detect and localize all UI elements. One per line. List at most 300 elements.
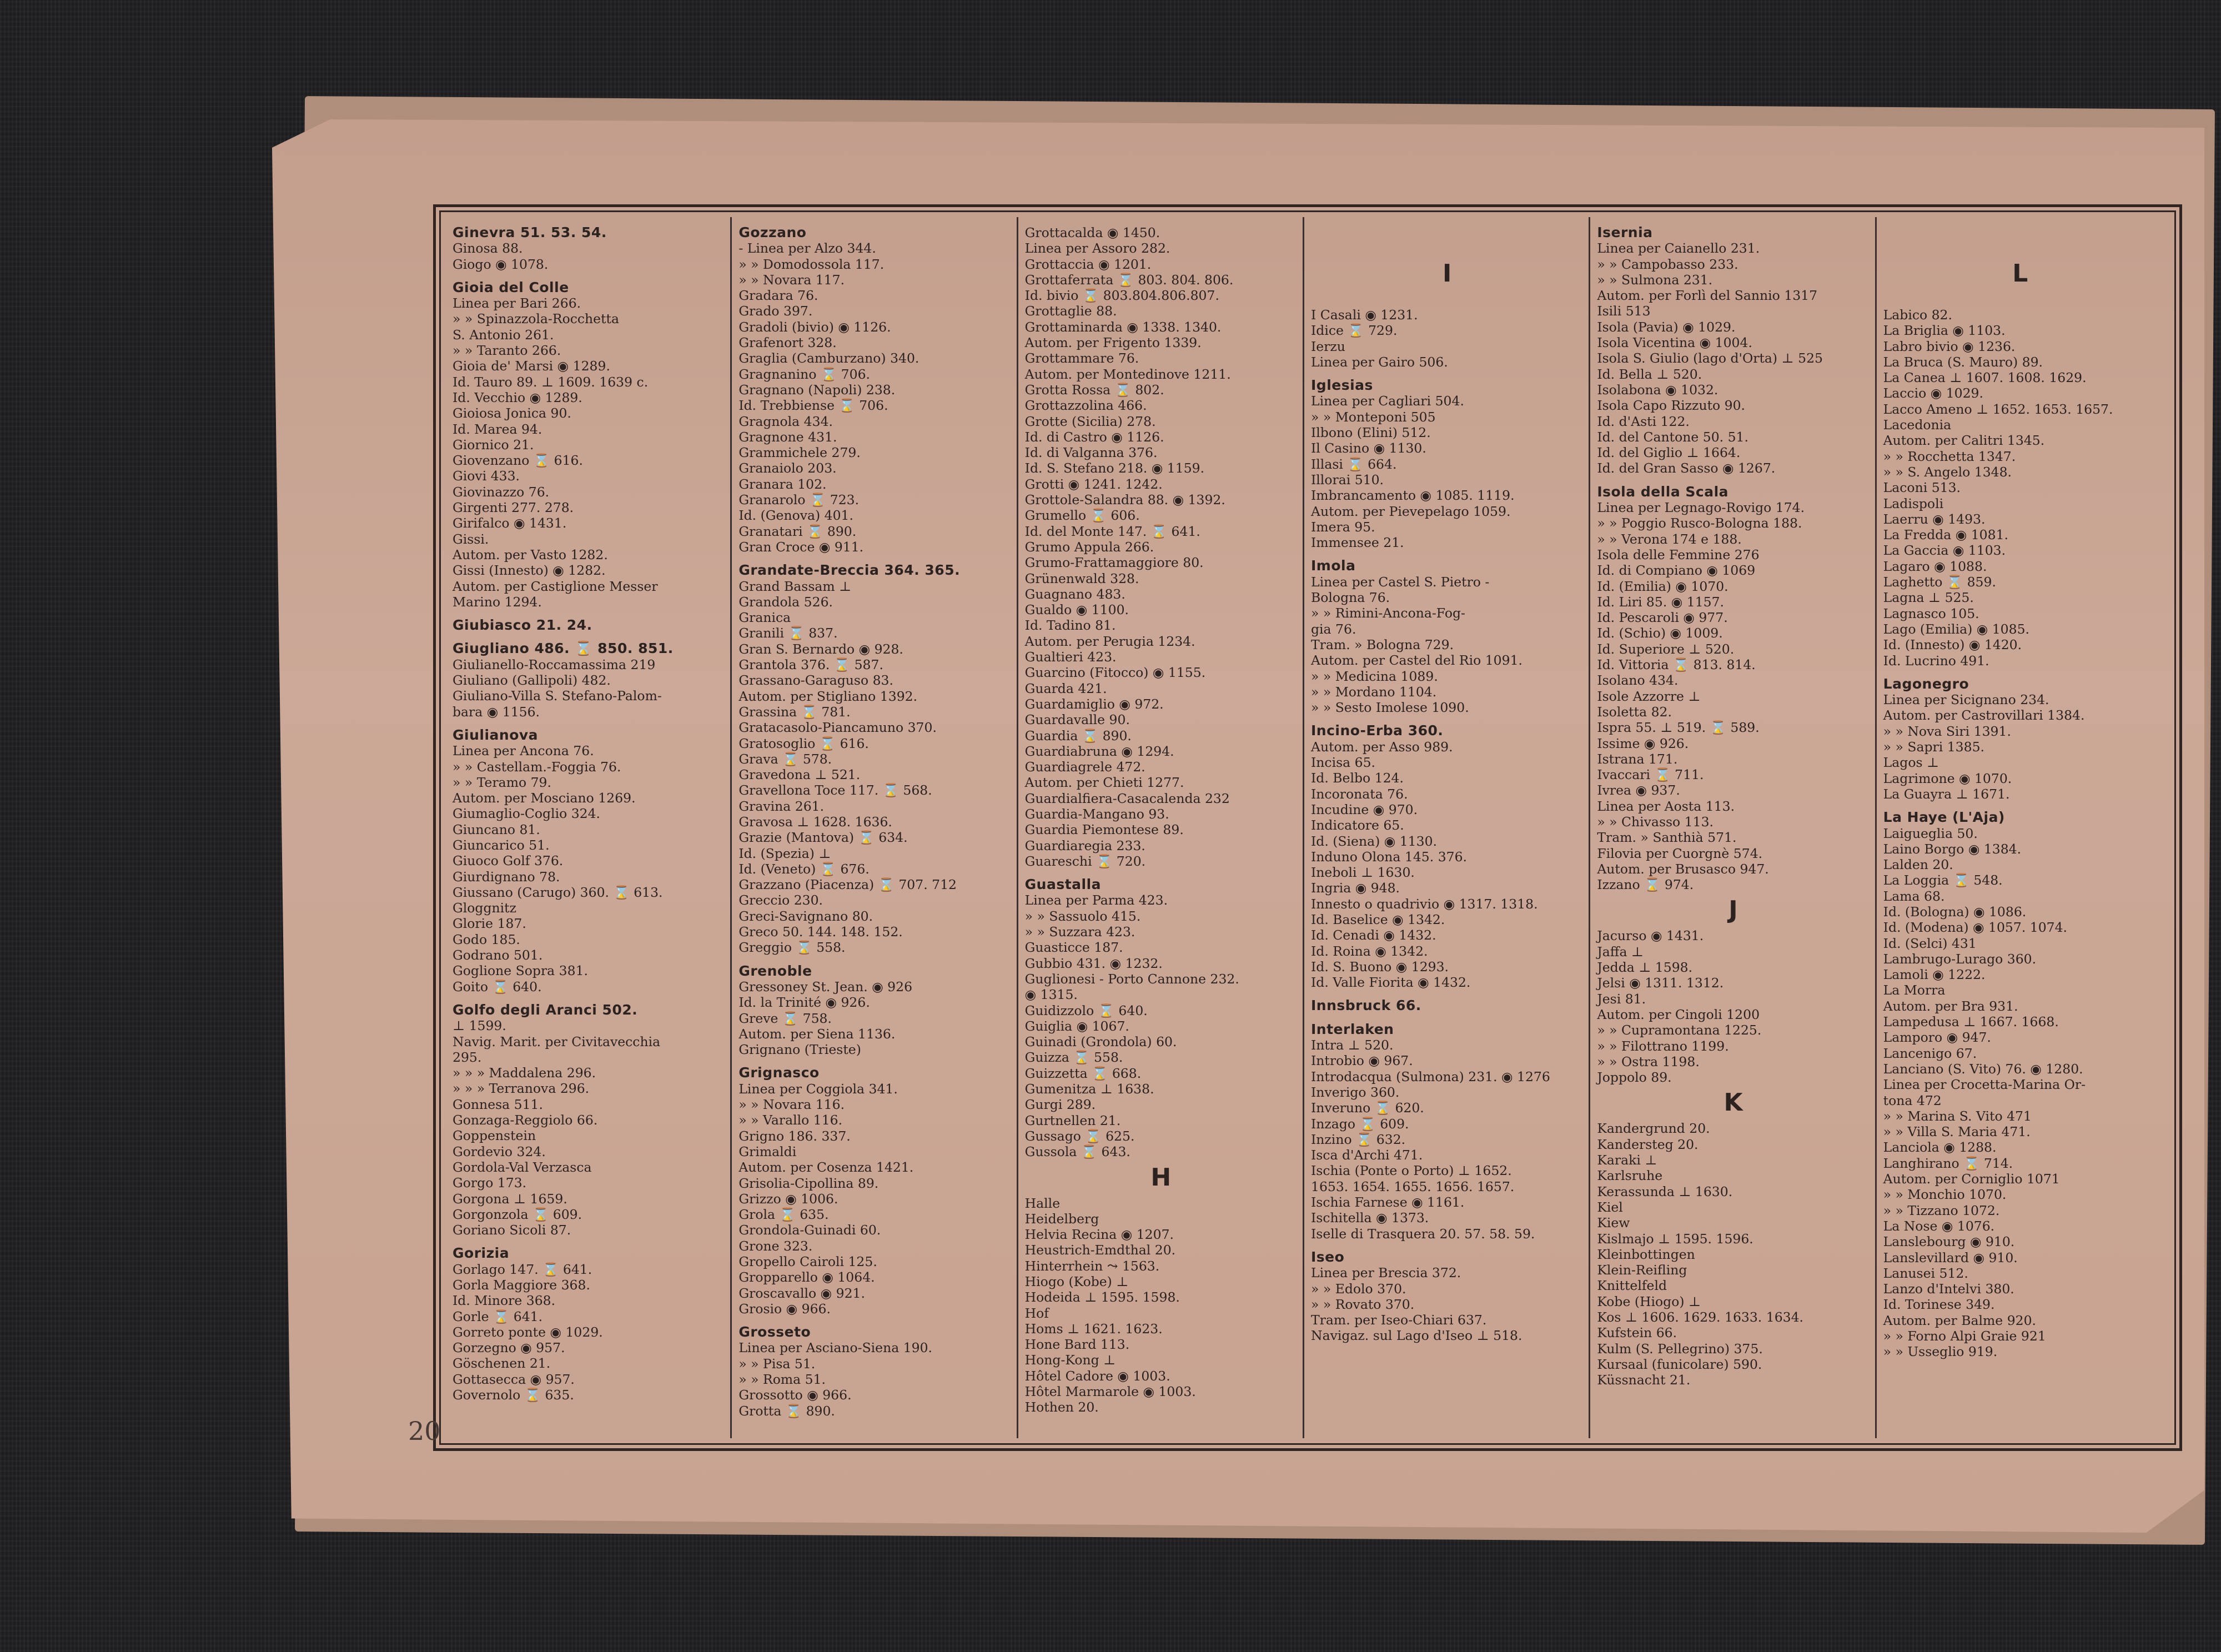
index-entry: Gloggnitz [453,900,516,916]
index-entry: Autom. per Vasto 1282. [453,546,608,563]
spacer [1311,715,1583,723]
index-entry: Id. Bella ⊥ 520. [1597,366,1702,382]
index-entry: Guglionesi - Porto Cannone 232. [1024,971,1239,987]
index-entry: » » Rimini-Ancona-Fog- [1311,605,1465,621]
index-entry: Linea per Assoro 282. [1024,240,1170,257]
index-heading: Iglesias [1311,377,1373,394]
index-entry: Autom. per Montedinove 1211. [1024,366,1231,382]
index-entry: Grotte (Sicilia) 278. [1024,413,1156,429]
index-entry: Gordola-Val Verzasca [453,1159,592,1175]
index-entry: La Briglia ◉ 1103. [1883,323,2006,339]
index-entry: Guarcino (Fitocco) ◉ 1155. [1024,665,1206,681]
index-entry: Kislmajo ⊥ 1595. 1596. [1597,1231,1753,1247]
spacer [1025,869,1297,877]
index-entry: Grizzo ◉ 1006. [738,1191,838,1207]
index-entry: Giulianello-Roccamassima 219 [453,656,656,672]
index-entry: Guizza ⌛ 558. [1024,1050,1123,1066]
index-entry: » » Tizzano 1072. [1883,1202,2000,1218]
index-entry: Lanzo d'Intelvi 380. [1883,1281,2014,1297]
index-heading: Giugliano 486. ⌛ 850. 851. [453,640,674,657]
index-entry: Linea per Parma 423. [1024,892,1168,908]
index-entry: Isola Capo Rizzuto 90. [1597,398,1746,414]
index-entry: Ginosa 88. [453,240,523,257]
index-entry: Linea per Asciano-Siena 190. [738,1340,933,1356]
index-entry: Laigueglia 50. [1883,825,1978,841]
index-entry: Tram. » Santhià 571. [1597,830,1737,846]
spacer [1311,550,1583,558]
index-entry: » » Teramo 79. [453,774,551,790]
index-entry: Gran Croce ◉ 911. [738,539,864,555]
index-entry: Autom. per Mosciano 1269. [453,790,636,806]
index-entry: Küssnacht 21. [1597,1372,1691,1388]
index-entry: Id. Marea 94. [453,421,542,437]
index-entry: Isolabona ◉ 1032. [1597,381,1718,398]
index-entry: La Canea ⊥ 1607. 1608. 1629. [1883,370,2087,386]
index-entry: Illorai 510. [1311,471,1384,488]
index-entry: Linea per Bari 266. [453,295,581,312]
index-entry: » » Sulmona 231. [1597,272,1713,288]
index-entry: Ispra 55. ⊥ 519. ⌛ 589. [1597,720,1760,736]
index-entry: Guardia-Mangano 93. [1024,806,1169,822]
index-entry: Glorie 187. [453,916,526,932]
section-letter: J [1728,896,1738,925]
spacer [453,995,725,1002]
index-entry: Kandergrund 20. [1597,1121,1710,1137]
index-entry: » » Pisa 51. [738,1355,816,1372]
index-entry: Guidizzolo ⌛ 640. [1024,1002,1148,1018]
index-entry: Gravedona ⊥ 521. [738,767,861,783]
index-entry: Grottaferrata ⌛ 803. 804. 806. [1024,272,1234,288]
index-entry: Gorgona ⊥ 1659. [453,1191,567,1207]
index-entry: Kobe (Hiogo) ⊥ [1597,1293,1701,1309]
index-entry: Id. d'Asti 122. [1597,413,1690,429]
index-entry: La Nose ◉ 1076. [1883,1218,1995,1234]
index-entry: Lanslevillard ◉ 910. [1883,1249,2018,1266]
index-entry: » » Sesto Imolese 1090. [1311,700,1469,716]
index-entry: Lanciola ◉ 1288. [1883,1139,1997,1156]
index-entry: Inzino ⌛ 632. [1311,1131,1406,1147]
index-entry: » » Mordano 1104. [1311,684,1437,700]
index-entry: La Gaccia ◉ 1103. [1883,543,2006,559]
index-entry: Isoletta 82. [1597,704,1672,720]
index-entry: Grand Bassam ⊥ [738,578,852,594]
index-entry: Gragnano (Napoli) 238. [738,381,896,398]
index-entry: Hinterrhein ⤳ 1563. [1024,1258,1160,1274]
index-entry: » » Rocchetta 1347. [1883,448,2016,464]
index-entry: Autom. per Siena 1136. [738,1026,896,1042]
index-entry: Gressoney St. Jean. ◉ 926 [738,978,913,995]
index-entry: Id. (Selci) 431 [1883,935,1977,951]
spacer [1311,990,1583,998]
index-heading: Isernia [1597,224,1653,240]
index-entry: Id. Trebbiense ⌛ 706. [738,398,888,414]
index-entry: Isola delle Femmine 276 [1597,546,1760,563]
index-entry: Grotta Rossa ⌛ 802. [1024,381,1164,398]
index-entry: Id. (Modena) ◉ 1057. 1074. [1883,920,2068,936]
index-entry: Laconi 513. [1883,480,1961,496]
index-entry: Gubbio 431. ◉ 1232. [1024,955,1163,971]
index-entry: Grafenort 328. [738,335,837,351]
index-entry: Ischia Farnese ◉ 1161. [1311,1194,1465,1211]
index-entry: Id. Superiore ⊥ 520. [1597,641,1735,657]
index-entry: Karlsruhe [1597,1168,1663,1184]
index-heading: Gorizia [453,1245,510,1262]
index-entry: Gropparello ◉ 1064. [738,1269,875,1286]
index-entry: Klein-Reifling [1597,1262,1687,1278]
index-entry: Autom. per Chieti 1277. [1024,775,1184,791]
spacer [1883,225,2157,240]
index-entry: Gragnola 434. [738,413,833,429]
index-entry: Autom. per Pievepelago 1059. [1311,503,1511,519]
index-entry: » » Ostra 1198. [1597,1053,1700,1069]
index-entry: Heustrich-Emdthal 20. [1024,1242,1176,1258]
index-entry: Guardia Piemontese 89. [1024,822,1184,838]
index-entry: Id. (Genova) 401. [738,508,853,524]
index-entry: Linea per Castel S. Pietro - [1311,574,1490,590]
index-entry: Isola Vicentina ◉ 1004. [1597,335,1752,351]
index-entry: Filovia per Cuorgnè 574. [1597,845,1763,861]
index-entry: Incudine ◉ 970. [1311,801,1418,817]
index-entry: Granaiolo 203. [738,460,837,476]
spacer [738,555,1011,563]
index-entry: Id. Vittoria ⌛ 813. 814. [1597,657,1756,673]
index-entry: Guardialfiera-Casacalenda 232 [1024,790,1230,806]
index-entry: Id. Valle Fiorita ◉ 1432. [1311,975,1471,991]
index-entry: Gratosoglio ⌛ 616. [738,735,869,751]
index-entry: Kerassunda ⊥ 1630. [1597,1183,1733,1199]
index-entry: Tram. per Iseo-Chiari 637. [1311,1312,1487,1328]
index-entry: Id. bivio ⌛ 803.804.806.807. [1024,288,1219,304]
index-entry: Greve ⌛ 758. [738,1010,832,1026]
index-entry: Izzano ⌛ 974. [1597,877,1694,893]
index-entry: Giornico 21. [453,436,534,453]
index-entry: Guardiaregia 233. [1024,837,1145,853]
index-entry: Gualtieri 423. [1024,649,1117,665]
index-entry: Grassano-Garaguso 83. [738,672,893,689]
index-entry: Autom. per Asso 989. [1311,739,1453,755]
index-entry: Goppenstein [453,1128,536,1144]
index-entry: Gorla Maggiore 368. [453,1277,590,1293]
index-entry: Id. Tauro 89. ⊥ 1609. 1639 c. [453,374,649,390]
index-entry: Gussola ⌛ 643. [1024,1144,1130,1160]
index-entry: Gradara 76. [738,288,818,304]
index-entry: tona 472 [1883,1092,1942,1108]
index-entry: Imera 95. [1311,519,1375,535]
index-entry: Grandola 526. [738,594,833,610]
index-entry: Grumello ⌛ 606. [1024,508,1140,524]
index-entry: Id. (Bologna) ◉ 1086. [1883,903,2027,920]
index-entry: Godo 185. [453,931,520,947]
index-entry: Lacco Ameno ⊥ 1652. 1653. 1657. [1883,401,2113,417]
index-entry: » » Medicina 1089. [1311,668,1438,684]
index-entry: Gioiosa Jonica 90. [453,405,571,421]
index-entry: Grottaccia ◉ 1201. [1024,256,1152,272]
index-entry: Lama 68. [1883,888,1945,904]
index-entry: Intra ⊥ 520. [1311,1037,1394,1053]
index-entry: Giumaglio-Coglio 324. [453,806,601,822]
index-entry: Grottaglie 88. [1024,303,1117,319]
index-entry: S. Antonio 261. [453,327,554,343]
index-entry: Kandersteg 20. [1597,1136,1699,1152]
index-entry: Ischitella ◉ 1373. [1311,1210,1429,1226]
index-entry: » » Forno Alpi Graie 921 [1883,1328,2046,1344]
index-entry: Incisa 65. [1311,755,1376,771]
index-entry: Inveruno ⌛ 620. [1311,1100,1424,1116]
index-entry: Gradoli (bivio) ◉ 1126. [738,319,891,335]
index-entry: Gonzaga-Reggiolo 66. [453,1112,598,1128]
index-entry: Gratacasolo-Piancamuno 370. [738,720,937,736]
index-entry: Joppolo 89. [1597,1069,1672,1086]
index-entry: Gonnesa 511. [453,1096,543,1112]
index-entry: 1653. 1654. 1655. 1656. 1657. [1311,1178,1515,1194]
index-entry: Grottole-Salandra 88. ◉ 1392. [1024,492,1225,508]
spacer [1311,1014,1583,1022]
index-entry: Ischia (Ponte o Porto) ⊥ 1652. [1311,1163,1512,1179]
index-entry: Granili ⌛ 837. [738,625,838,641]
spacer [1883,240,2157,256]
index-entry: Lagos ⊥ [1883,755,1939,771]
index-entry: Istrana 171. [1597,751,1678,767]
index-entry: Linea per Legnago-Rovigo 174. [1597,500,1805,516]
index-entry: Goriano Sicoli 87. [453,1222,571,1238]
index-entry: Gorreto ponte ◉ 1029. [453,1324,603,1340]
index-entry: Giovi 433. [453,468,520,484]
index-entry: » » Monteponi 505 [1311,409,1436,425]
index-column-4 [1304,217,1590,1438]
index-entry: Hodeida ⊥ 1595. 1598. [1024,1289,1180,1305]
index-entry: Linea per Gairo 506. [1311,354,1448,370]
spacer [453,633,725,641]
index-entry: bara ◉ 1156. [453,704,540,720]
index-entry: Linea per Caianello 231. [1597,240,1760,257]
index-entry: Grottaminarda ◉ 1338. 1340. [1024,319,1222,335]
index-entry: Gissi (Innesto) ◉ 1282. [453,563,606,579]
index-entry: Linea per Cagliari 504. [1311,393,1464,409]
index-entry: Laerru ◉ 1493. [1883,511,1986,527]
index-entry: Navigaz. sul Lago d'Iseo ⊥ 518. [1311,1328,1522,1344]
index-entry: » » Verona 174 e 188. [1597,531,1742,547]
index-entry: Greci-Savignano 80. [738,908,873,924]
index-heading: Incino-Erba 360. [1311,722,1444,739]
index-entry: Grola ⌛ 635. [738,1207,829,1223]
index-entry: Id. di Castro ◉ 1126. [1024,429,1164,445]
index-entry: Immensee 21. [1311,535,1404,551]
index-entry: Jacurso ◉ 1431. [1597,928,1704,944]
index-entry: Giuncano 81. [453,821,540,837]
section-letter: L [2012,259,2028,288]
index-entry: Isolano 434. [1597,672,1679,689]
index-entry: Giuoco Golf 376. [453,853,564,869]
index-entry: Id. (Innesto) ◉ 1420. [1883,637,2022,653]
index-entry: Guarda 421. [1024,680,1107,696]
index-entry: Langhirano ⌛ 714. [1883,1155,2013,1171]
index-entry: Göschenen 21. [453,1355,551,1372]
index-entry: Kulm (S. Pellegrino) 375. [1597,1340,1763,1357]
index-entry: Ingria ◉ 948. [1311,880,1400,896]
index-entry: Laghetto ⌛ 859. [1883,574,1996,590]
index-entry: » » Novara 116. [738,1097,845,1113]
index-entry: Knittelfeld [1597,1278,1667,1294]
index-entry: La Bruca (S. Mauro) 89. [1883,354,2043,370]
index-entry: Hôtel Marmarole ◉ 1003. [1024,1384,1196,1400]
index-entry: Id. del Giglio ⊥ 1664. [1597,445,1741,461]
index-heading: Imola [1311,558,1356,574]
index-entry: Isola S. Giulio (lago d'Orta) ⊥ 525 [1597,350,1823,366]
index-entry: » » Rovato 370. [1311,1296,1415,1312]
index-entry: Gurtnellen 21. [1024,1112,1121,1128]
index-heading: Grandate-Breccia 364. 365. [738,562,961,579]
index-entry: Gualdo ◉ 1100. [1024,602,1129,618]
index-entry: Guizzetta ⌛ 668. [1024,1065,1142,1081]
spacer [738,1057,1011,1065]
spacer [1883,292,2157,307]
index-entry: » » Edolo 370. [1311,1281,1406,1297]
index-entry: Id. (Veneto) ⌛ 676. [738,861,870,877]
index-entry: Id. del Cantone 50. 51. [1597,429,1748,445]
index-column-6 [1877,217,2163,1438]
index-entry: Navig. Marit. per Civitavecchia [453,1033,661,1050]
index-entry: Imbrancamento ◉ 1085. 1119. [1311,488,1515,504]
index-entry: Hothen 20. [1024,1399,1099,1415]
index-entry: » » Suzzara 423. [1024,924,1135,940]
index-entry: Hôtel Cadore ◉ 1003. [1024,1368,1170,1384]
spacer [738,956,1011,963]
index-entry: Lamporo ◉ 947. [1883,1030,1991,1046]
index-entry: Ivaccari ⌛ 711. [1597,767,1704,783]
page-number: 20 [408,1416,441,1446]
index-entry: Granatari ⌛ 890. [738,523,857,539]
index-column-2 [732,217,1018,1438]
index-entry: » » Monchio 1070. [1883,1187,2007,1203]
index-entry: » » Roma 51. [738,1372,826,1388]
index-entry: Kufstein 66. [1597,1325,1677,1341]
index-entry: Graglia (Camburzano) 340. [738,350,919,366]
index-heading: Guastalla [1024,876,1102,893]
spacer [1311,225,1583,240]
index-entry: Gorzegno ◉ 957. [453,1340,565,1356]
index-entry: Autom. per Perugia 1234. [1024,633,1195,649]
index-entry: Innesto o quadrivio ◉ 1317. 1318. [1311,896,1538,912]
index-entry: Id. Baselice ◉ 1342. [1311,911,1445,927]
index-entry: Gragnanino ⌛ 706. [738,366,870,382]
index-entry: Greggio ⌛ 558. [738,940,846,956]
index-entry: Idice ⌛ 729. [1311,323,1398,339]
index-heading: Giulianova [453,726,539,743]
index-entry: Il Casino ◉ 1130. [1311,440,1426,456]
index-entry: Linea per Crocetta-Marina Or- [1883,1077,2086,1093]
index-entry: Giurdignano 78. [453,868,560,885]
index-entry: Ladispoli [1883,495,1944,511]
index-entry: Jedda ⊥ 1598. [1597,960,1693,976]
section-letter: H [1150,1163,1172,1192]
index-entry: Id. Roina ◉ 1342. [1311,943,1428,959]
index-entry: Autom. per Castrovillari 1384. [1883,707,2085,724]
index-entry: Guasticce 187. [1024,940,1123,956]
spacer [1311,1242,1583,1249]
index-entry: Isili 513 [1597,303,1651,319]
index-entry: Gravosa ⊥ 1628. 1636. [738,814,892,830]
index-entry: Id. (Emilia) ◉ 1070. [1597,578,1728,594]
index-entry: Lacedonia [1883,417,1952,433]
index-entry: Lancenigo 67. [1883,1045,1977,1061]
index-entry: Halle [1024,1195,1061,1211]
index-entry: Ierzu [1311,338,1345,354]
index-entry: Ivrea ◉ 937. [1597,782,1680,799]
index-entry: Gorgo 173. [453,1175,527,1191]
index-heading: Innsbruck 66. [1311,997,1421,1014]
index-entry: Giogo ◉ 1078. [453,256,549,272]
index-entry: Girifalco ◉ 1431. [453,515,567,531]
index-entry: Isole Azzorre ⊥ [1597,688,1701,704]
index-entry: Lanusei 512. [1883,1265,1968,1281]
index-entry: Lampedusa ⊥ 1667. 1668. [1883,1014,2059,1030]
index-entry: Id. S. Buono ◉ 1293. [1311,958,1449,975]
index-entry: La Morra [1883,982,1946,998]
spacer [1597,476,1869,484]
index-entry: Autom. per Castiglione Messer [453,578,658,594]
index-entry: Gravina 261. [738,798,825,814]
index-entry: » » S. Angelo 1348. [1883,464,2012,480]
index-entry: » » Filottrano 1199. [1597,1038,1729,1054]
index-heading: Ginevra 51. 53. 54. [453,224,607,240]
index-entry: Grazie (Mantova) ⌛ 634. [738,830,908,846]
index-entry: Gioia de' Marsi ◉ 1289. [453,358,610,374]
index-entry: Grottacalda ◉ 1450. [1024,225,1160,240]
index-entry: Giovenzano ⌛ 616. [453,453,583,469]
index-entry: Id. (Schio) ◉ 1009. [1597,625,1723,641]
index-entry: Grone 323. [738,1238,813,1254]
index-entry: Autom. per Cosenza 1421. [738,1159,914,1176]
index-entry: Autom. per Cingoli 1200 [1597,1006,1760,1022]
index-entry: Kursaal (funicolare) 590. [1597,1356,1762,1372]
index-entry: Grigno 186. 337. [738,1128,851,1144]
index-entry: Introbio ◉ 967. [1311,1053,1413,1069]
index-entry: Isca d'Archi 471. [1311,1147,1423,1163]
spacer [453,610,725,617]
index-entry: Indicatore 65. [1311,817,1404,833]
index-entry: Grumo-Frattamaggiore 80. [1024,555,1204,571]
index-entry: » » Sassuolo 415. [1024,908,1141,924]
index-heading: Grenoble [738,962,812,979]
index-entry: Hone Bard 113. [1024,1337,1130,1353]
index-entry: I Casali ◉ 1231. [1311,307,1418,323]
index-entry: Granarolo ⌛ 723. [738,492,860,508]
index-entry: Kiel [1597,1199,1623,1215]
index-entry: Guardiabruna ◉ 1294. [1024,743,1174,759]
index-entry: Id. Minore 368. [453,1293,556,1309]
index-entry: Linea per Aosta 113. [1597,798,1735,814]
index-entry: Lagna ⊥ 525. [1883,590,1974,606]
index-heading: Gozzano [738,224,807,240]
index-entry: Grimaldi [738,1143,797,1159]
index-entry: Inzago ⌛ 609. [1311,1116,1409,1132]
index-entry: » » Castellam.-Foggia 76. [453,759,621,775]
index-entry: Gussago ⌛ 625. [1024,1128,1135,1144]
index-entry: » » Cupramontana 1225. [1597,1022,1762,1038]
index-entry: Helvia Recina ◉ 1207. [1024,1227,1174,1243]
spacer [1311,240,1583,256]
index-entry: Jaffa ⊥ [1597,943,1644,960]
index-heading: Interlaken [1311,1021,1394,1037]
index-entry: Laino Borgo ◉ 1384. [1883,841,2022,857]
index-entry: Governolo ⌛ 635. [453,1387,574,1403]
index-entry: Granara 102. [738,476,827,492]
index-entry: » » Sapri 1385. [1883,739,1984,755]
index-entry: Kos ⊥ 1606. 1629. 1633. 1634. [1597,1309,1804,1325]
index-entry: Hiogo (Kobe) ⊥ [1024,1274,1129,1289]
index-entry: Id. Vecchio ◉ 1289. [453,389,582,405]
index-entry: Autom. per Frigento 1339. [1024,335,1202,351]
